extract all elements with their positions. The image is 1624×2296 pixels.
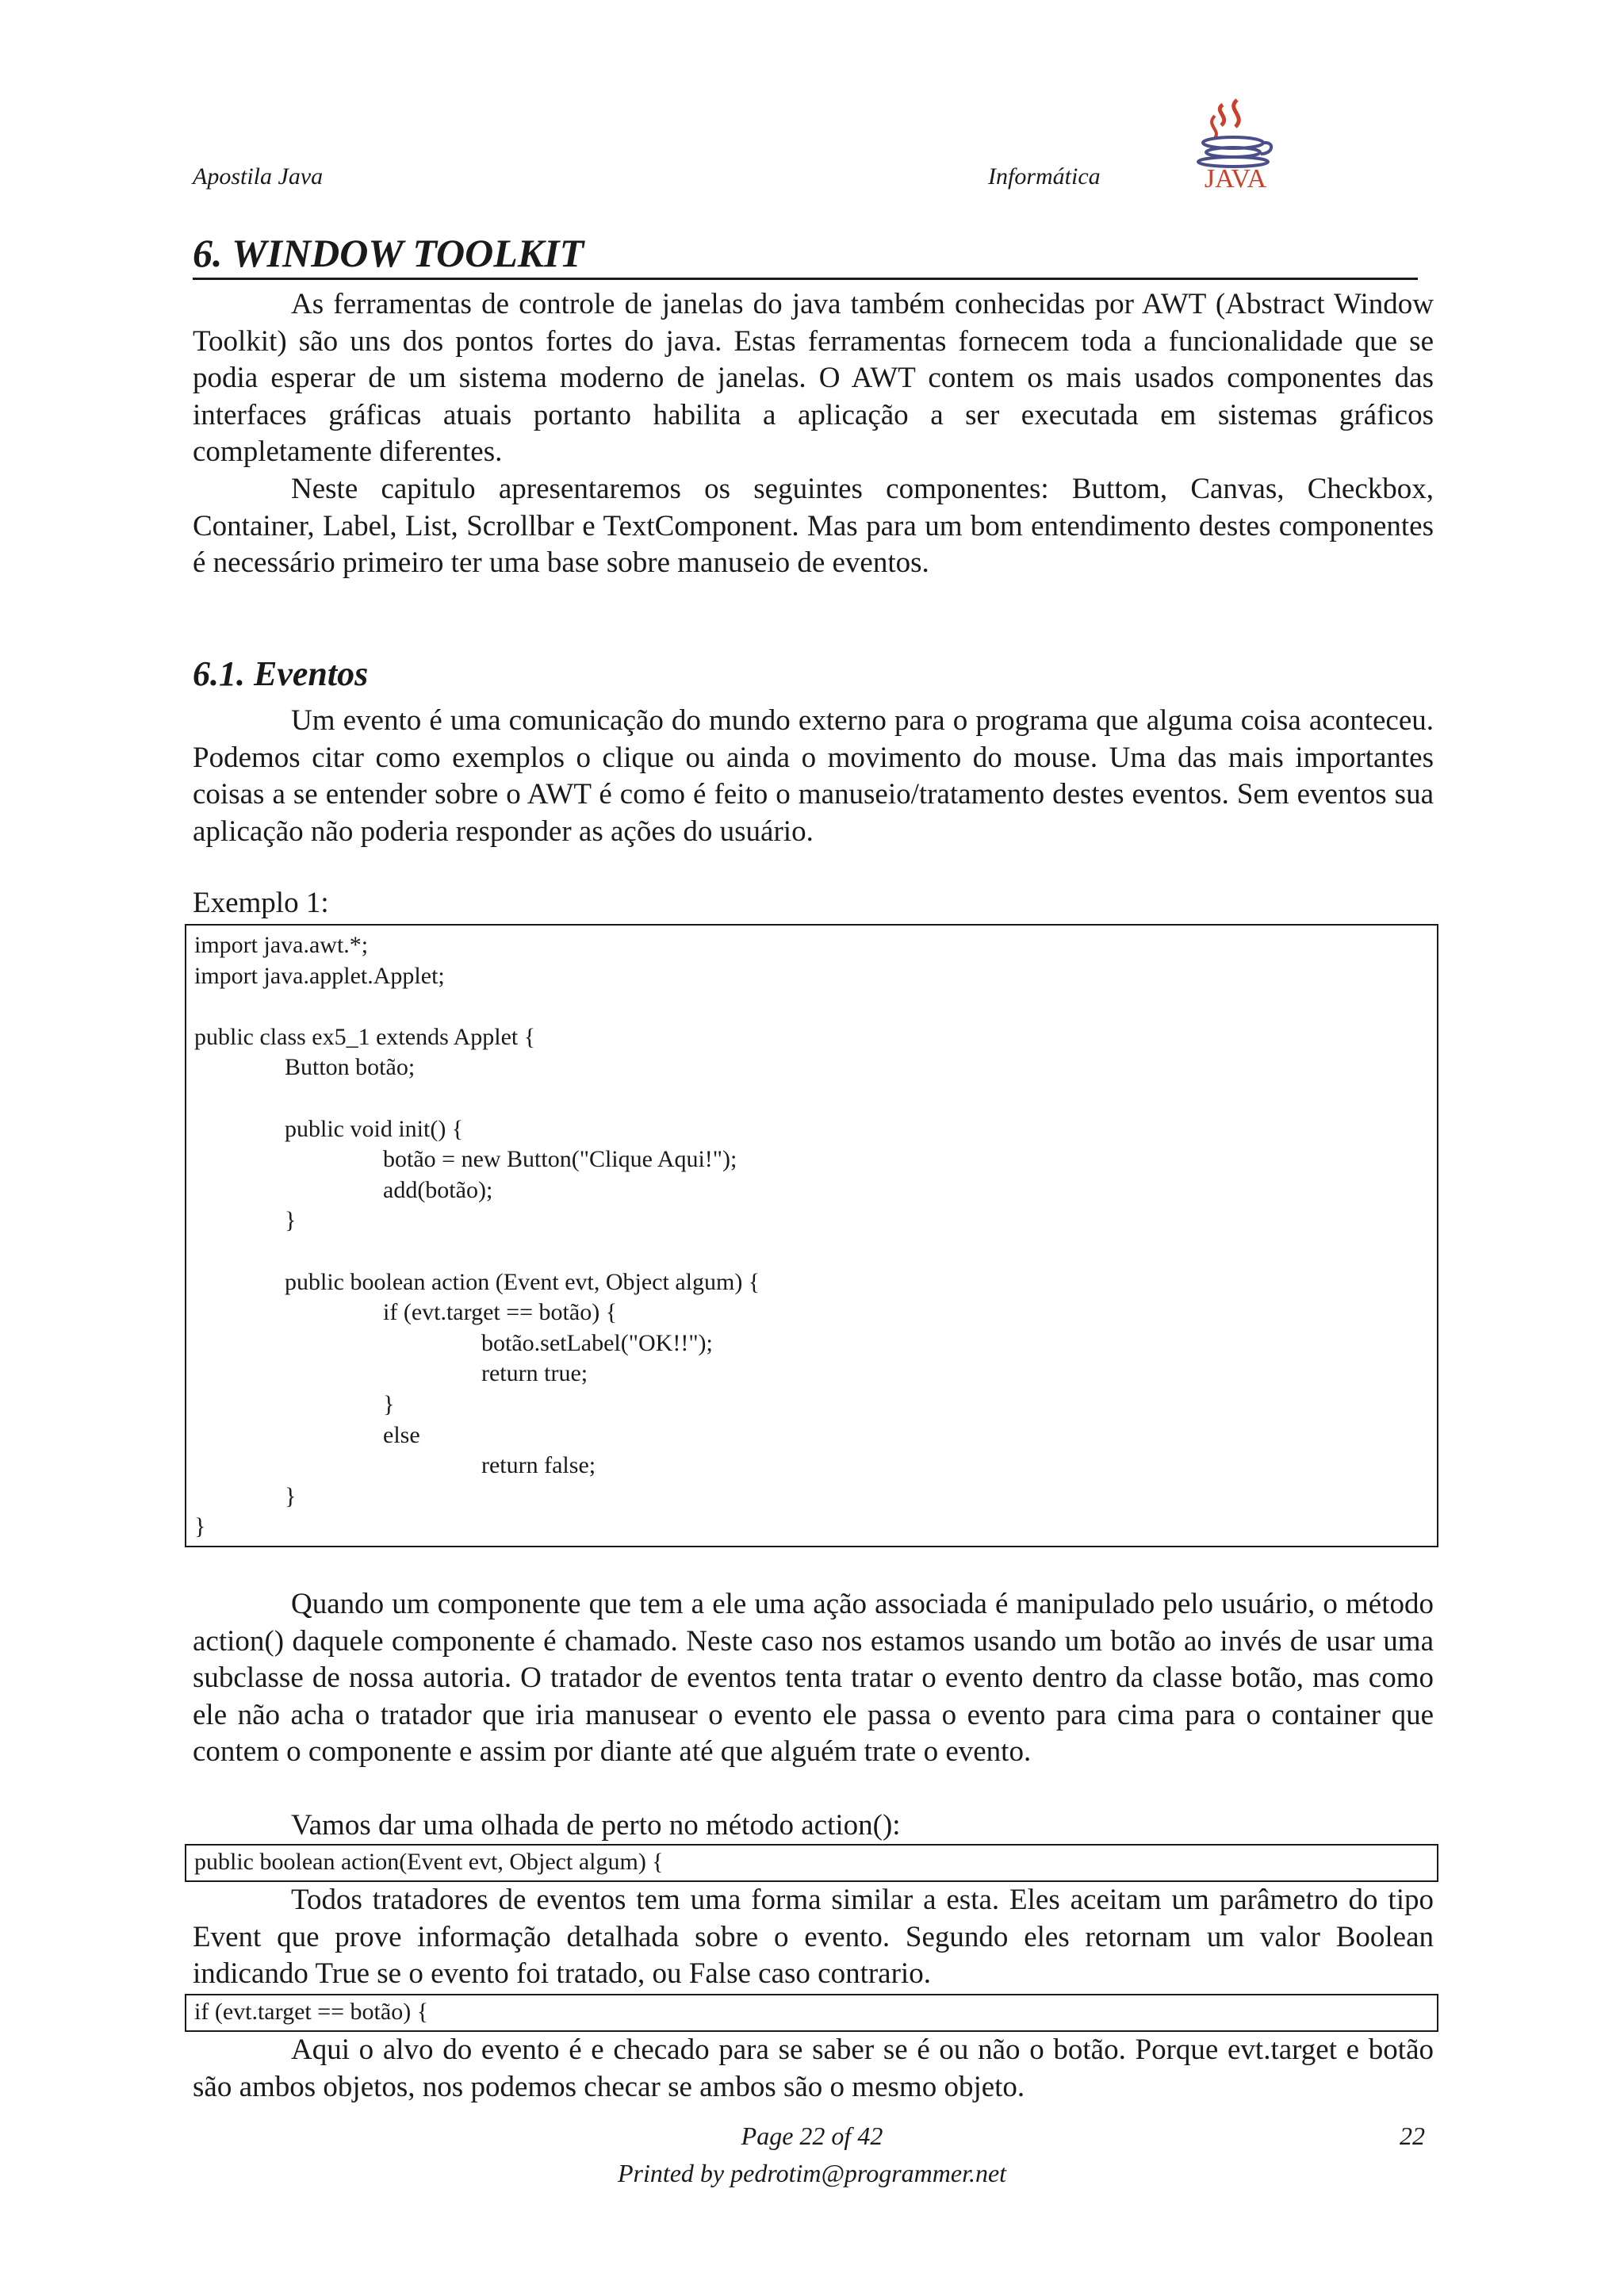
code-line: botão.setLabel("OK!!"); (481, 1329, 713, 1356)
example-label: Exemplo 1: (193, 887, 329, 919)
section-paragraph-1: As ferramentas de controle de janelas do java também conhecidas por AWT (Abstract Window Toolkit) são uns dos pontos fortes do java. Estas ferramentas fornecem toda a funcionalidade que se podia esperar de um sistema moderno de janelas. O AWT contem os mais usados componentes das interfaces gráficas atuais portanto habilita a aplicação a ser executada em sistemas gráficos completamente diferentes. (193, 288, 1434, 468)
subsection-title: 6.1. Eventos (193, 654, 369, 693)
code-line: } (383, 1390, 395, 1417)
code-line: } (285, 1207, 297, 1234)
code-line (186, 991, 1437, 1022)
code-line: } (285, 1482, 297, 1509)
code-line: botão = new Button("Clique Aqui!"); (383, 1146, 737, 1173)
footer-page-label: Page 22 of 42 (741, 2122, 883, 2150)
after-paragraph-1: Quando um componente que tem a ele uma ação associada é manipulado pelo usuário, o método action() daquele componente é chamado. Neste caso nos estamos usando um botão ao invés de usar uma subclasse de nossa autoria. O tratador de eventos tenta tratar o evento dentro da classe botão, mas como ele não acha o tratador que iria manusear o evento ele passa o evento para cima para o container que contem o componente e assim por diante até que alguém trate o evento. (193, 1588, 1434, 1768)
code-line: } (194, 1513, 206, 1540)
subsection-paragraph: Um evento é uma comunicação do mundo externo para o programa que alguma coisa aconteceu. Podemos citar como exemplos o clique ou ainda o movimento do mouse. Uma das mais importantes coisas a se entender sobre o AWT é como é feito o manuseio/tratamento destes eventos. Sem eventos sua aplicação não poderia responder as ações do usuário. (193, 704, 1434, 848)
section-paragraph-2: Neste capitulo apresentaremos os seguintes componentes: Buttom, Canvas, Checkbox, Container, Label, List, Scrollbar e TextComponent. Mas para um bom entendimento destes componentes é necessário primeiro ter uma base sobre manuseio de eventos. (193, 473, 1434, 579)
java-logo (1174, 94, 1297, 193)
after-paragraph-2: Vamos dar uma olhada de perto no método action(): (291, 1809, 901, 1842)
code-line: else (383, 1421, 420, 1448)
code-line: import java.awt.*; (194, 932, 369, 958)
code-example-box (185, 924, 1438, 1547)
code-snippet-action: public boolean action(Event evt, Object algum) { (185, 1844, 1438, 1882)
code-line (186, 1083, 1437, 1114)
code-line: if (evt.target == botão) { (383, 1299, 618, 1326)
after-paragraph-4: Aqui o alvo do evento é e checado para se saber se é ou não o botão. Porque evt.target e botão são ambos objetos, nos podemos checar se ambos são o mesmo objeto. (193, 2033, 1434, 2103)
code-snippet-if: if (evt.target == botão) { (185, 1994, 1438, 2032)
code-line: import java.applet.Applet; (194, 962, 445, 989)
footer-page-number: 22 (1400, 2122, 1425, 2150)
code-line (186, 1236, 1437, 1267)
code-line: public void init() { (285, 1115, 464, 1142)
code-line: return false; (481, 1452, 596, 1479)
header-left-title: Apostila Java (193, 163, 324, 190)
after-paragraph-3: Todos tratadores de eventos tem uma forma similar a esta. Eles aceitam um parâmetro do tipo Event que prove informação detalhada sobre o evento. Segundo eles retornam um valor Boolean indicando True se o evento foi tratado, ou False caso contrario. (193, 1884, 1434, 1990)
code-line: public class ex5_1 extends Applet { (194, 1023, 536, 1050)
code-line: Button botão; (285, 1054, 416, 1081)
footer-printed-by: Printed by pedrotim@programmer.net (617, 2159, 1007, 2187)
code-line: add(botão); (383, 1176, 493, 1203)
code-line: public boolean action (Event evt, Object algum) { (285, 1268, 760, 1295)
code-line: return true; (481, 1360, 588, 1387)
svg-text:JAVA: JAVA (1204, 164, 1267, 193)
section-title: 6. WINDOW TOOLKIT (193, 228, 1418, 280)
header-center-title: Informática (988, 163, 1101, 190)
